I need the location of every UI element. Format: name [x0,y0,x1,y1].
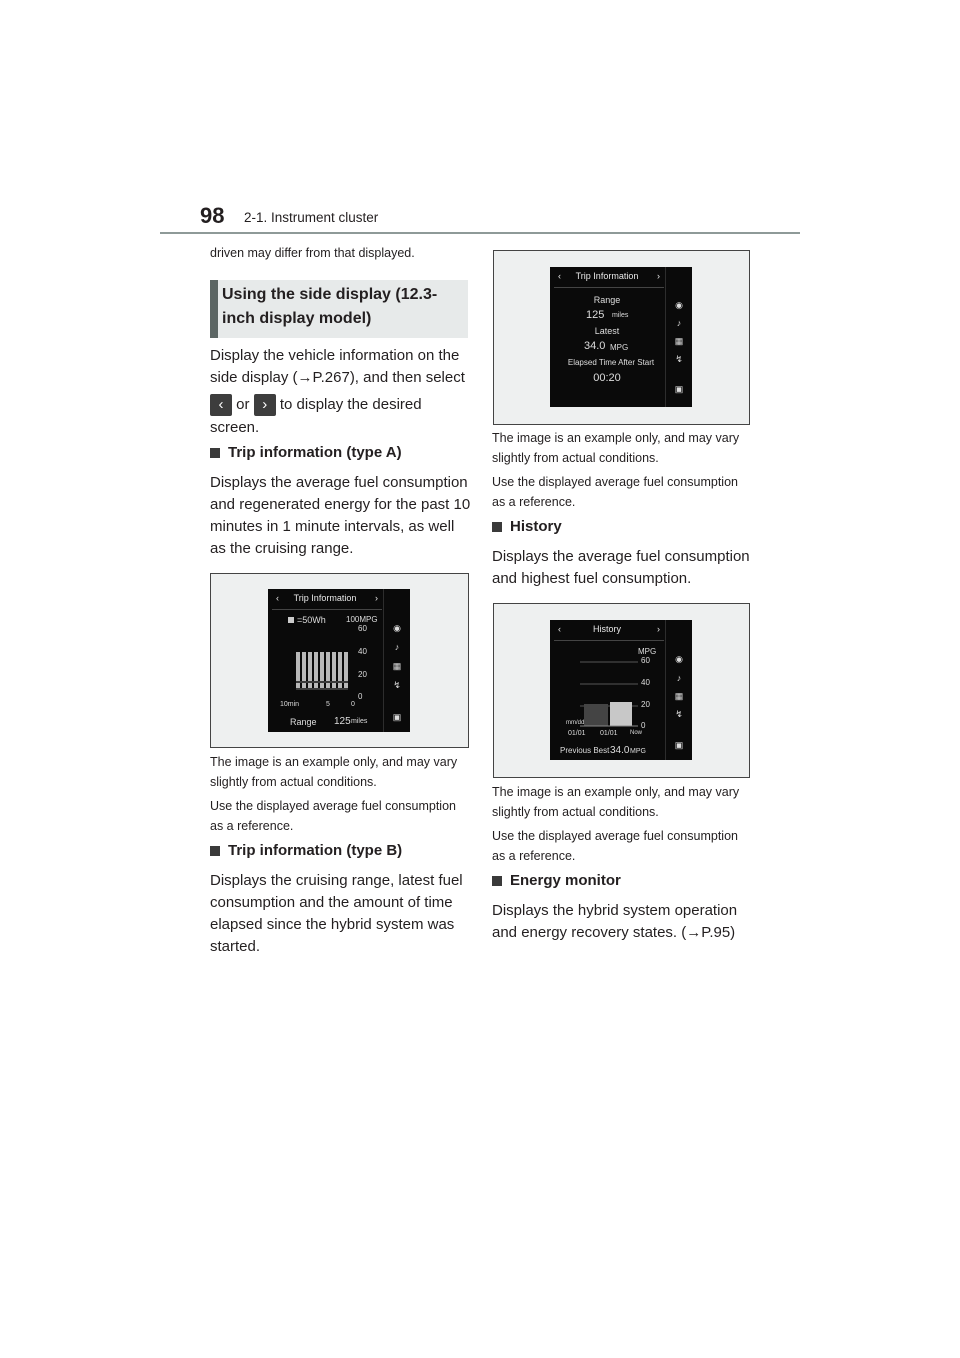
y-tick: 40 [641,678,650,687]
image-icon[interactable]: ▦ [674,691,684,701]
gauge-icon[interactable]: ◉ [675,654,683,664]
screenshot-trip-b [493,250,750,425]
chevron-right-icon: › [375,593,378,603]
y-tick: 0 [641,721,646,730]
note-1: Use the displayed average fuel consumption as a reference. [210,799,456,833]
screenshot-history [493,603,750,778]
title-separator [554,287,664,288]
chevron-right-icon: › [657,624,660,634]
screen-b-title: Trip Information [575,271,639,281]
subheading-history-text: History [510,518,562,535]
x-tick: 0 [351,701,355,708]
legend-swatch [288,617,294,623]
display-screen-b [550,267,692,407]
title-separator [272,609,382,610]
previous-best-value: 34.0 [610,745,630,756]
subheading-trip-b [210,842,402,859]
gauge-icon[interactable]: ◉ [393,623,401,633]
music-note-icon[interactable]: ♪ [394,642,400,652]
intro-line-2 [210,367,472,389]
latest-value: 34.0 [584,340,606,352]
note-2: Use the displayed average fuel consumption as a reference. [492,475,738,509]
chevron-right-icon: › [657,271,660,281]
y-tick: 20 [358,670,367,679]
subheading-energy-monitor [492,872,621,889]
chevron-right-icon: › [254,394,276,416]
range-label: Range [290,717,317,727]
y-tick: 60 [641,656,650,665]
caption-1: The image is an example only, and may vary slightly from actual conditions. [210,755,458,789]
screen-toggle-icon[interactable]: ▣ [674,384,684,394]
screen-toggle-icon[interactable]: ▣ [392,712,402,722]
section-heading-box [210,280,468,338]
y-tick: 60 [358,624,367,633]
image-icon[interactable]: ▦ [392,661,402,671]
note-3: Use the displayed average fuel consumption as a reference. [492,829,738,863]
consumption-bars [296,644,354,699]
history-bars [580,660,640,728]
side-menu [383,589,410,732]
chevron-left-icon: ‹ [210,394,232,416]
subheading-energy-monitor-text: Energy monitor [510,872,621,889]
screen-title [268,593,382,603]
intro-line-1: Display the vehicle information on the [210,347,460,364]
screen-title [550,271,664,281]
x-label: 01/01 [568,730,586,737]
section-heading-bar [210,280,218,338]
intro-line-4: screen. [210,419,260,437]
page-number: 98 [200,203,225,228]
y-tick: 40 [358,647,367,656]
x-label: Now [630,730,643,736]
road-icon[interactable]: ↯ [675,709,683,719]
y-tick: 0 [358,692,363,701]
display-screen-c [550,620,692,760]
subheading-trip-b-text: Trip information (type B) [228,842,403,859]
intro-text: driven may differ from that displayed. [210,246,415,260]
chevron-left-icon: ‹ [558,271,561,281]
energy-legend [288,615,326,625]
square-bullet-icon [210,846,220,856]
road-icon[interactable]: ↯ [393,680,401,690]
trip-a-description: Displays the average fuel consumption and regenerated energy for the past 10 minutes in 1 minute intervals, as well as the cruising range. [210,474,471,557]
previous-best-label: Previous Best [560,746,610,755]
screen-c-title: History [592,624,621,634]
display-screen-a [268,589,410,732]
intro-line-3-mid: or [236,396,250,413]
intro-line-2-pre: side display ( [210,369,298,386]
trip-b-description: Displays the cruising range, latest fuel consumption and the amount of time elapsed since the hybrid system was started. [210,872,463,955]
section-title: Using the side display (12.3-inch display model) [222,286,438,327]
header-rule [160,232,800,234]
screenshot-trip-a [210,573,469,748]
range-unit: miles [612,312,629,319]
x-label: 01/01 [600,730,618,737]
subheading-history [492,518,562,535]
x-tick: 5 [326,701,330,708]
latest-label: Latest [594,326,620,336]
music-note-icon[interactable]: ♪ [676,318,682,328]
caption-3: The image is an example only, and may vary slightly from actual conditions. [492,785,740,819]
subheading-trip-a [210,444,402,461]
music-note-icon[interactable]: ♪ [676,673,682,683]
range-value: 125 [586,309,605,321]
screen-toggle-icon[interactable]: ▣ [674,740,684,750]
screen-title [550,624,664,634]
subheading-trip-a-text: Trip information (type A) [228,444,402,461]
square-bullet-icon [492,522,502,532]
previous-best-unit: MPG [630,748,646,755]
caption-2: The image is an example only, and may vary slightly from actual conditions. [492,431,740,465]
side-menu [665,267,692,407]
date-format-label: mm/dd [566,720,585,726]
image-icon[interactable]: ▦ [674,336,684,346]
range-unit: miles [351,718,368,725]
elapsed-label: Elapsed Time After Start [567,358,655,367]
square-bullet-icon [210,448,220,458]
side-menu [665,620,692,760]
unit-label: MPG [638,647,657,656]
range-label: Range [593,295,621,305]
intro-line-3 [210,394,472,416]
road-icon[interactable]: ↯ [675,354,683,364]
chapter-title: 2-1. Instrument cluster [244,210,379,225]
intro-paragraph [210,345,472,439]
history-description: Displays the average fuel consumption and highest fuel consumption. [492,548,750,587]
latest-unit: MPG [610,343,629,352]
title-separator [554,640,664,641]
energy-monitor-description: Displays the hybrid system operation and energy recovery states. (→P.95) [492,902,738,941]
range-value: 125 [334,716,351,727]
intro-line-3-post: to display the desired [279,396,422,413]
x-tick: 10min [280,701,300,708]
legend-text: =50Wh [297,615,326,625]
unit-label: 100MPG [346,615,378,624]
square-bullet-icon [492,876,502,886]
chevron-left-icon: ‹ [276,593,279,603]
chevron-left-icon: ‹ [558,624,561,634]
elapsed-value: 00:20 [593,372,621,384]
page-ref-267[interactable]: →P.267), and then select [297,369,465,386]
y-tick: 20 [641,700,650,709]
gauge-icon[interactable]: ◉ [675,300,683,310]
screen-a-title: Trip Information [293,593,357,603]
